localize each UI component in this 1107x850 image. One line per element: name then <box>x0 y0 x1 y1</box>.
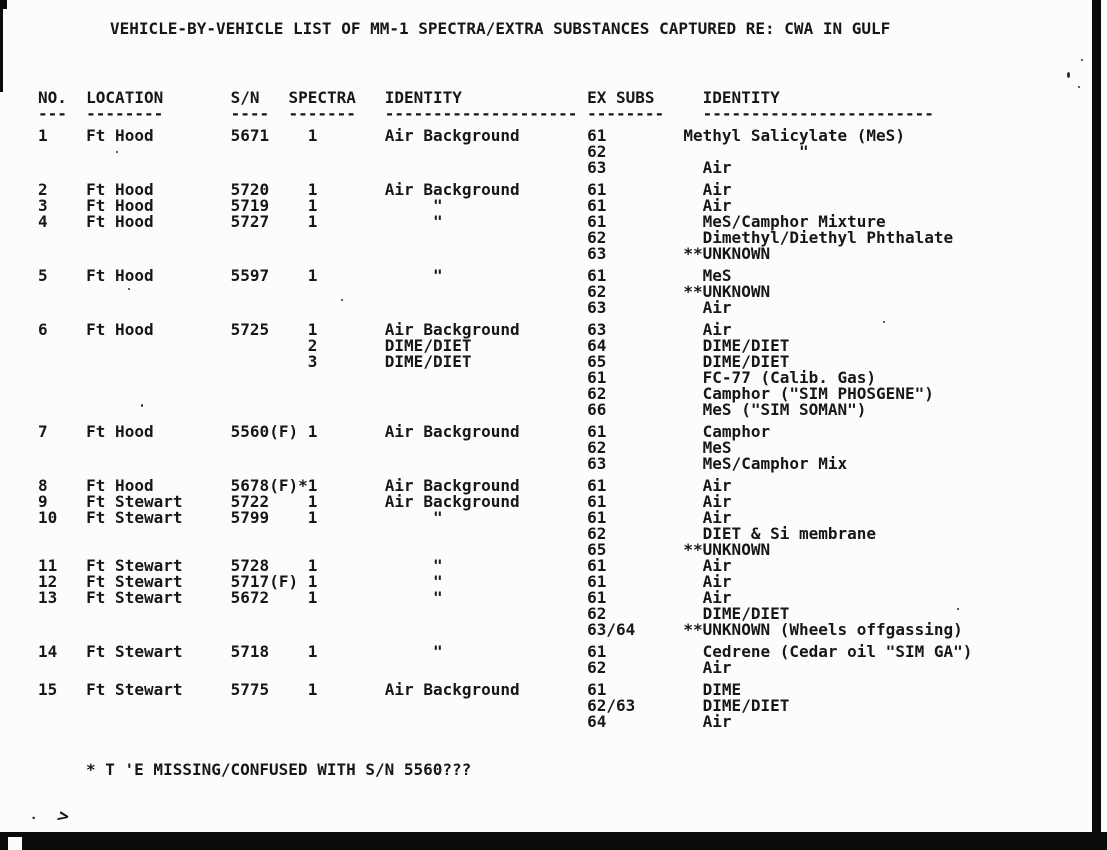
col-ex_identity: Air <box>683 588 732 607</box>
col-ex_identity: Air <box>683 712 732 731</box>
col-sn: 5727 <box>230 212 270 231</box>
col-ex_subs: 65 <box>587 352 607 371</box>
col-ex_subs: 61 <box>587 126 607 145</box>
table-row <box>38 604 1078 623</box>
table-row <box>38 454 1078 473</box>
col-no: 15 <box>38 680 58 699</box>
scan-speck <box>128 288 130 290</box>
col-ex_subs: 61 <box>587 196 607 215</box>
scan-edge-right <box>1092 0 1101 850</box>
col-ex_subs: 63/64 <box>587 620 636 639</box>
row-group <box>38 476 1078 639</box>
col-location: Ft Hood <box>86 180 154 199</box>
col-identity: " <box>384 556 443 575</box>
col-ex_identity: **UNKNOWN <box>683 282 771 301</box>
table-row <box>38 642 1078 661</box>
col-spectra: 1 <box>307 320 318 339</box>
table-row <box>38 696 1078 715</box>
table-row <box>38 658 1078 677</box>
col-ex_identity: MeS <box>683 266 732 285</box>
col-ex_identity: **UNKNOWN <box>683 540 771 559</box>
col-ex_identity: Dimethyl/Diethyl Phthalate <box>683 228 954 247</box>
scan-speck <box>883 321 885 323</box>
col-ex_subs: 61 <box>587 422 607 441</box>
col-identity: Air Background <box>384 492 520 511</box>
table-row <box>38 384 1078 403</box>
col-ex_identity: Air <box>683 508 732 527</box>
col-ex_identity: DIME/DIET <box>683 604 790 623</box>
table-row <box>38 336 1078 355</box>
col-location: Ft Stewart <box>86 508 183 527</box>
table-row <box>38 556 1078 575</box>
col-ex_subs: 65 <box>587 540 607 559</box>
col-ex_subs: 61 <box>587 476 607 495</box>
col-sn: 5671 <box>230 126 270 145</box>
col-spectra: 1 <box>307 196 318 215</box>
col-identity: " <box>384 212 443 231</box>
table-row <box>38 158 1078 177</box>
table-row <box>38 588 1078 607</box>
col-spectra: ------- <box>288 104 356 123</box>
col-spectra: 1 <box>307 266 318 285</box>
table-row <box>38 540 1078 559</box>
col-location: -------- <box>86 104 164 123</box>
col-identity: " <box>384 196 443 215</box>
col-identity: " <box>384 508 443 527</box>
col-ex_subs: 61 <box>587 492 607 511</box>
col-spectra: SPECTRA <box>288 88 356 107</box>
col-no: 1 <box>38 126 48 145</box>
scan-speck <box>1078 86 1080 88</box>
col-ex_subs: 62 <box>587 438 607 457</box>
col-location: Ft Stewart <box>86 680 183 699</box>
scan-edge-left <box>0 0 3 92</box>
col-sn: 5725 <box>230 320 270 339</box>
col-ex_subs: EX SUBS <box>587 88 655 107</box>
col-ex_subs: 62 <box>587 658 607 677</box>
col-no: --- <box>38 104 67 123</box>
col-spectra: 3 <box>307 352 318 371</box>
col-sn: 5678(F)* <box>230 476 308 495</box>
col-ex_subs: 63 <box>587 454 607 473</box>
col-ex_subs: 61 <box>587 642 607 661</box>
table-row <box>38 572 1078 591</box>
row-group <box>38 320 1078 419</box>
col-ex_identity: DIET & Si membrane <box>683 524 877 543</box>
scan-speck <box>341 299 343 301</box>
col-ex_identity: Camphor <box>683 422 771 441</box>
row-group <box>38 126 1078 177</box>
col-spectra: 2 <box>307 336 318 355</box>
col-no: 13 <box>38 588 58 607</box>
col-location: Ft Stewart <box>86 492 183 511</box>
col-no: 8 <box>38 476 48 495</box>
row-group <box>38 266 1078 317</box>
col-ex_subs: 63 <box>587 298 607 317</box>
col-ex_identity: Air <box>683 556 732 575</box>
handwritten-scribble-mark: > <box>54 805 73 828</box>
scan-edge-bottom <box>0 832 1107 850</box>
col-sn: 5775 <box>230 680 270 699</box>
col-ex_identity: DIME/DIET <box>683 696 790 715</box>
col-ex_subs: 63 <box>587 320 607 339</box>
table-row <box>38 126 1078 145</box>
scan-speck <box>141 404 143 407</box>
col-ex_identity: Air <box>683 196 732 215</box>
col-sn: 5720 <box>230 180 270 199</box>
table-row <box>38 298 1078 317</box>
col-location: Ft Stewart <box>86 572 183 591</box>
col-ex_subs: 61 <box>587 180 607 199</box>
col-identity: " <box>384 572 443 591</box>
col-sn: 5560(F) <box>230 422 299 441</box>
table-row <box>38 524 1078 543</box>
col-ex_subs: 62 <box>587 142 607 161</box>
col-ex_subs: 62 <box>587 604 607 623</box>
footnote: * T 'E MISSING/CONFUSED WITH S/N 5560??? <box>86 760 472 779</box>
table-row <box>38 282 1078 301</box>
col-ex_subs: 61 <box>587 368 607 387</box>
col-ex_identity: MeS ("SIM SOMAN") <box>683 400 867 419</box>
col-no: 4 <box>38 212 48 231</box>
scan-speck <box>1067 72 1070 78</box>
col-ex_subs: -------- <box>587 104 665 123</box>
col-no: 6 <box>38 320 48 339</box>
col-sn: ---- <box>230 104 270 123</box>
col-identity: " <box>384 642 443 661</box>
col-ex_identity: MeS/Camphor Mix <box>683 454 848 473</box>
table-row <box>38 228 1078 247</box>
col-identity: Air Background <box>384 126 520 145</box>
vehicle-table <box>38 88 1078 731</box>
table-row <box>38 196 1078 215</box>
col-identity: Air Background <box>384 476 520 495</box>
col-ex_identity: " <box>683 142 809 161</box>
row-group <box>38 422 1078 473</box>
col-ex_subs: 62 <box>587 384 607 403</box>
col-no: 11 <box>38 556 58 575</box>
col-no: 5 <box>38 266 48 285</box>
row-group <box>38 642 1078 677</box>
col-ex_identity: Air <box>683 320 732 339</box>
col-location: Ft Hood <box>86 266 154 285</box>
col-no: 2 <box>38 180 48 199</box>
col-location: Ft Hood <box>86 476 154 495</box>
table-row <box>38 438 1078 457</box>
table-row <box>38 476 1078 495</box>
col-identity: DIME/DIET <box>384 336 472 355</box>
col-ex_identity: DIME <box>683 680 742 699</box>
col-ex_identity: DIME/DIET <box>683 352 790 371</box>
col-spectra: 1 <box>307 422 318 441</box>
col-spectra: 1 <box>307 126 318 145</box>
col-ex_identity: Camphor ("SIM PHOSGENE") <box>683 384 934 403</box>
col-ex_subs: 63 <box>587 158 607 177</box>
col-sn: 5799 <box>230 508 270 527</box>
col-ex_identity: Methyl Salicylate (MeS) <box>683 126 905 145</box>
col-spectra: 1 <box>307 476 318 495</box>
col-sn: 5722 <box>230 492 270 511</box>
col-ex_identity: Air <box>683 658 732 677</box>
col-ex_identity: IDENTITY <box>702 88 780 107</box>
handwritten-dot-mark: . <box>30 808 38 822</box>
table-row <box>38 508 1078 527</box>
col-ex_subs: 61 <box>587 680 607 699</box>
col-ex_subs: 66 <box>587 400 607 419</box>
col-spectra: 1 <box>307 588 318 607</box>
col-sn: 5719 <box>230 196 270 215</box>
col-sn: 5717(F) <box>230 572 299 591</box>
col-spectra: 1 <box>307 212 318 231</box>
col-ex_subs: 61 <box>587 508 607 527</box>
col-ex_identity: Air <box>683 180 732 199</box>
col-ex_subs: 62/63 <box>587 696 636 715</box>
col-ex_subs: 62 <box>587 524 607 543</box>
table-header-row <box>38 88 1078 107</box>
col-spectra: 1 <box>307 642 318 661</box>
col-spectra: 1 <box>307 492 318 511</box>
col-ex_identity: Air <box>683 572 732 591</box>
table-row <box>38 352 1078 371</box>
col-ex_identity: Air <box>683 298 732 317</box>
col-ex_subs: 61 <box>587 588 607 607</box>
table-row <box>38 422 1078 441</box>
col-identity: -------------------- <box>384 104 578 123</box>
col-spectra: 1 <box>307 572 318 591</box>
col-no: NO. <box>38 88 67 107</box>
col-ex_subs: 61 <box>587 572 607 591</box>
col-ex_identity: Cedrene (Cedar oil "SIM GA") <box>683 642 973 661</box>
table-row <box>38 712 1078 731</box>
col-spectra: 1 <box>307 180 318 199</box>
col-identity: Air Background <box>384 422 520 441</box>
table-row <box>38 680 1078 699</box>
col-location: Ft Stewart <box>86 642 183 661</box>
col-no: 12 <box>38 572 58 591</box>
row-group <box>38 180 1078 263</box>
col-identity: IDENTITY <box>384 88 462 107</box>
col-location: Ft Stewart <box>86 588 183 607</box>
col-spectra: 1 <box>307 556 318 575</box>
col-ex_subs: 64 <box>587 336 607 355</box>
row-group <box>38 680 1078 731</box>
table-row <box>38 142 1078 161</box>
table-row <box>38 244 1078 263</box>
col-sn: S/N <box>230 88 260 107</box>
col-location: Ft Hood <box>86 422 154 441</box>
scan-speck <box>1081 59 1083 61</box>
col-location: Ft Hood <box>86 126 154 145</box>
col-ex_subs: 61 <box>587 266 607 285</box>
table-row <box>38 266 1078 285</box>
col-identity: Air Background <box>384 320 520 339</box>
col-identity: " <box>384 266 443 285</box>
col-identity: " <box>384 588 443 607</box>
col-no: 7 <box>38 422 48 441</box>
col-spectra: 1 <box>307 508 318 527</box>
col-no: 10 <box>38 508 58 527</box>
col-location: Ft Stewart <box>86 556 183 575</box>
col-ex_identity: Air <box>683 492 732 511</box>
col-identity: DIME/DIET <box>384 352 472 371</box>
table-row <box>38 212 1078 231</box>
col-location: Ft Hood <box>86 212 154 231</box>
col-sn: 5597 <box>230 266 270 285</box>
col-identity: Air Background <box>384 680 520 699</box>
document-title: VEHICLE-BY-VEHICLE LIST OF MM-1 SPECTRA/EXTRA SUBSTANCES CAPTURED RE: CWA IN GULF <box>110 19 891 38</box>
table-row <box>38 180 1078 199</box>
scan-edge-notch <box>8 837 22 850</box>
col-ex_subs: 62 <box>587 228 607 247</box>
col-ex_identity: Air <box>683 476 732 495</box>
col-sn: 5728 <box>230 556 270 575</box>
col-ex_subs: 64 <box>587 712 607 731</box>
col-ex_subs: 61 <box>587 556 607 575</box>
scan-speck <box>957 608 959 610</box>
col-no: 3 <box>38 196 48 215</box>
col-no: 9 <box>38 492 48 511</box>
table-row <box>38 368 1078 387</box>
col-ex_identity: **UNKNOWN <box>683 244 771 263</box>
col-ex_subs: 63 <box>587 244 607 263</box>
col-ex_identity: DIME/DIET <box>683 336 790 355</box>
col-ex_subs: 61 <box>587 212 607 231</box>
table-row <box>38 400 1078 419</box>
col-identity: Air Background <box>384 180 520 199</box>
col-location: Ft Hood <box>86 320 154 339</box>
col-ex_identity: ------------------------ <box>702 104 934 123</box>
table-row <box>38 620 1078 639</box>
scan-speck <box>116 151 118 153</box>
table-row <box>38 492 1078 511</box>
table-row <box>38 320 1078 339</box>
col-sn: 5718 <box>230 642 270 661</box>
col-sn: 5672 <box>230 588 270 607</box>
col-ex_identity: MeS <box>683 438 732 457</box>
col-location: Ft Hood <box>86 196 154 215</box>
col-ex_identity: Air <box>683 158 732 177</box>
col-ex_subs: 62 <box>587 282 607 301</box>
col-spectra: 1 <box>307 680 318 699</box>
scan-edge-left-cap <box>0 0 7 9</box>
col-ex_identity: MeS/Camphor Mixture <box>683 212 886 231</box>
col-no: 14 <box>38 642 58 661</box>
col-ex_identity: FC-77 (Calib. Gas) <box>683 368 877 387</box>
table-dash-row <box>38 104 1078 123</box>
col-ex_identity: **UNKNOWN (Wheels offgassing) <box>683 620 963 639</box>
col-location: LOCATION <box>86 88 164 107</box>
